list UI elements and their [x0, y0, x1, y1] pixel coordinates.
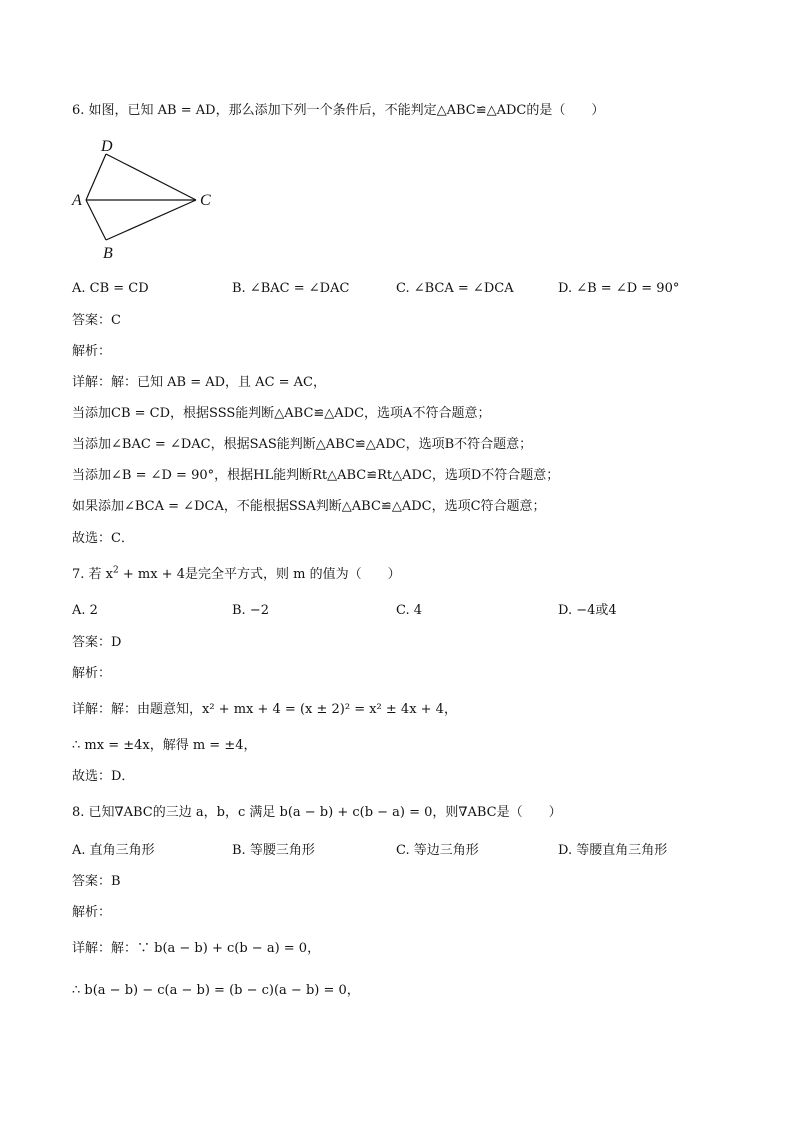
- q7-solution-line: 故选：D．: [72, 769, 135, 784]
- q8-option-b: B. 等腰三角形: [232, 843, 315, 858]
- q7-option-c: C. 4: [396, 603, 423, 618]
- q6-option-d: D. ∠B = ∠D = 90°: [558, 281, 680, 296]
- q8-option-c: C. 等边三角形: [396, 843, 479, 858]
- q8-solution-line: 详解：解：∵ b(a − b) + c(b − a) = 0，: [72, 941, 321, 956]
- q6-option-c: C. ∠BCA = ∠DCA: [396, 281, 514, 296]
- q7-stem-exponent: 2: [113, 565, 119, 576]
- q7-answer: 答案：D: [72, 635, 122, 650]
- q6-analysis-label: 解析：: [72, 344, 112, 359]
- segment-ab: [86, 200, 106, 240]
- label-c: C: [200, 192, 211, 209]
- q8-analysis-label: 解析：: [72, 905, 112, 920]
- q6-solution-line: 详解：解：已知 AB = AD，且 AC = AC，: [72, 375, 327, 390]
- label-a: A: [72, 192, 82, 209]
- q8-solution-line: ∴ b(a − b) − c(a − b) = (b − c)(a − b) = 0，: [72, 983, 360, 998]
- q6-answer: 答案：C: [72, 313, 121, 328]
- q8-option-a: A. 直角三角形: [72, 843, 155, 858]
- label-b: B: [103, 245, 113, 262]
- q8-answer: 答案：B: [72, 874, 121, 889]
- q8-option-d: D. 等腰直角三角形: [558, 843, 668, 858]
- segment-bc: [106, 200, 196, 240]
- q7-analysis-label: 解析：: [72, 666, 112, 681]
- q7-option-d: D. −4或4: [558, 603, 617, 618]
- q7-stem-pre: 7. 若 x: [72, 567, 113, 582]
- q6-solution-line: 故选：C．: [72, 531, 134, 546]
- q7-option-a: A. 2: [72, 603, 98, 618]
- q7-option-b: B. −2: [232, 603, 269, 618]
- q6-solution-line: 当添加CB = CD，根据SSS能判断△ABC≌△ADC，选项A不符合题意；: [72, 406, 491, 421]
- q6-solution-line: 当添加∠BAC = ∠DAC，根据SAS能判断△ABC≌△ADC，选项B不符合题意；: [72, 437, 533, 452]
- segment-dc: [106, 154, 196, 200]
- q7-stem: [72, 566, 401, 584]
- q6-stem: 6. 如图，已知 AB = AD，那么添加下列一个条件后，不能判定△ABC≌△ADC的是（ ）: [72, 103, 605, 118]
- label-d: D: [101, 138, 113, 155]
- q6-solution-line: 如果添加∠BCA = ∠DCA，不能根据SSA判断△ABC≌△ADC，选项C符合题意；: [72, 499, 546, 514]
- q6-solution-line: 当添加∠B = ∠D = 90°，根据HL能判断Rt△ABC≌Rt△ADC，选项D不符合题意；: [72, 468, 560, 483]
- q6-option-b: B. ∠BAC = ∠DAC: [232, 281, 350, 296]
- q7-stem-post: + mx + 4是完全平方式，则 m 的值为（ ）: [118, 567, 401, 582]
- q7-solution-line: 详解：解：由题意知，x² + mx + 4 = (x ± 2)² = x² ± 4x + 4，: [72, 702, 457, 717]
- q6-option-a: A. CB = CD: [72, 281, 149, 296]
- q8-stem: 8. 已知∇ABC的三边 a，b，c 满足 b(a − b) + c(b − a) = 0，则∇ABC是（ ）: [72, 805, 562, 820]
- segment-ad: [86, 154, 106, 200]
- q6-figure: [68, 134, 218, 264]
- q7-solution-line: ∴ mx = ±4x，解得 m = ±4，: [72, 738, 257, 753]
